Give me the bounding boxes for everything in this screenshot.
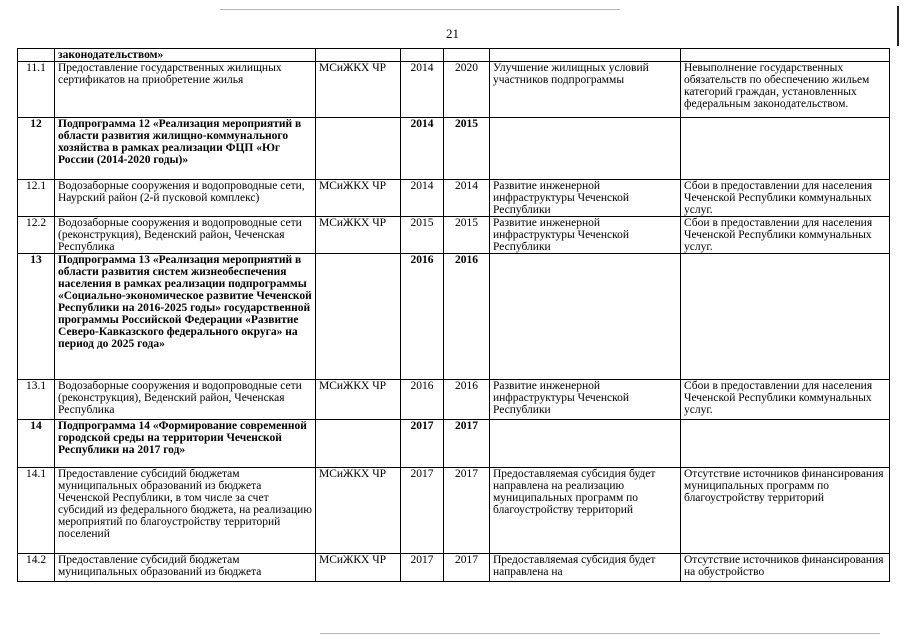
start-year-cell [401,49,444,62]
executor-cell: МСиЖКХ ЧР [316,62,401,118]
start-year-cell: 2016 [401,254,444,380]
table-row [18,62,890,118]
expected-result-cell [490,118,681,180]
scan-noise-bottom [320,633,880,634]
executor-cell [316,118,401,180]
page-number: 21 [446,26,459,41]
executor-cell [316,254,401,380]
row-number-cell: 14.1 [18,468,55,554]
event-name-cell: Предоставление субсидий бюджетам муниципальных образований из бюджета [55,554,316,582]
start-year-cell: 2017 [401,468,444,554]
executor-cell [316,49,401,62]
event-name-cell: законодательством» [55,49,316,62]
executor-cell [316,420,401,468]
event-name-cell: Водозаборные сооружения и водопроводные сети (реконструкция), Веденский район, Чеченская Республика [55,217,316,254]
executor-cell: МСиЖКХ ЧР [316,468,401,554]
end-year-cell: 2016 [444,380,490,420]
expected-result-cell: Предоставляемая субсидия будет направлена на реализацию муниципальных программ по благоустройству территорий [490,468,681,554]
consequence-cell [681,118,890,180]
event-name-cell: Водозаборные сооружения и водопроводные сети, Наурский район (2-й пусковой комплекс) [55,180,316,217]
end-year-cell: 2015 [444,217,490,254]
consequence-cell: Отсутствие источников финансирования муниципальных программ по благоустройству территорий [681,468,890,554]
executor-cell: МСиЖКХ ЧР [316,380,401,420]
consequence-cell: Сбои в предоставлении для населения Чеченской Республики коммунальных услуг. [681,180,890,217]
start-year-cell: 2014 [401,62,444,118]
consequence-cell: Сбои в предоставлении для населения Чеченской Республики коммунальных услуг. [681,380,890,420]
event-name-cell: Подпрограмма 13 «Реализация мероприятий в области развития систем жизнеобеспечения населения в рамках реализации подпрограммы «Социально-экономическое развитие Чеченской Республики на 2016-2025 годы» государственной программы Российской Федерации «Развитие Северо-Кавказского федерального округа» на период до 2025 года» [55,254,316,380]
consequence-cell [681,420,890,468]
event-name-cell: Подпрограмма 14 «Формирование современной городской среды на территории Чеченской Республики на 2017 год» [55,420,316,468]
end-year-cell: 2014 [444,180,490,217]
consequence-cell [681,254,890,380]
expected-result-cell: Предоставляемая субсидия будет направлена на [490,554,681,582]
end-year-cell: 2016 [444,254,490,380]
row-number-cell: 14 [18,420,55,468]
expected-result-cell: Развитие инженерной инфраструктуры Чеченской Республики [490,180,681,217]
table-row [18,217,890,254]
executor-cell: МСиЖКХ ЧР [316,554,401,582]
row-number-cell: 12.1 [18,180,55,217]
row-number-cell: 14.2 [18,554,55,582]
row-number-cell: 11.1 [18,62,55,118]
row-number-cell [18,49,55,62]
event-name-cell: Водозаборные сооружения и водопроводные сети (реконструкция), Веденский район, Чеченская Республика [55,380,316,420]
row-number-cell: 12.2 [18,217,55,254]
expected-result-cell: Улучшение жилищных условий участников подпрограммы [490,62,681,118]
row-number-cell: 12 [18,118,55,180]
event-name-cell: Подпрограмма 12 «Реализация мероприятий в области развития жилищно-коммунального хозяйства в рамках реализации ФЦП «Юг России (2014-2020 годы)» [55,118,316,180]
expected-result-cell [490,49,681,62]
end-year-cell: 2015 [444,118,490,180]
end-year-cell: 2017 [444,554,490,582]
table-row [18,180,890,217]
start-year-cell: 2017 [401,420,444,468]
start-year-cell: 2017 [401,554,444,582]
end-year-cell [444,49,490,62]
end-year-cell: 2020 [444,62,490,118]
table-row [18,49,890,62]
executor-cell: МСиЖКХ ЧР [316,180,401,217]
table-row [18,420,890,468]
consequence-cell: Сбои в предоставлении для населения Чеченской Республики коммунальных услуг. [681,217,890,254]
expected-result-cell [490,254,681,380]
program-table [17,48,890,582]
start-year-cell: 2015 [401,217,444,254]
start-year-cell: 2014 [401,180,444,217]
table-row [18,554,890,582]
row-number-cell: 13 [18,254,55,380]
event-name-cell: Предоставление государственных жилищных сертификатов на приобретение жилья [55,62,316,118]
start-year-cell: 2016 [401,380,444,420]
scan-noise-top [220,9,620,10]
event-name-cell: Предоставление субсидий бюджетам муниципальных образований из бюджета Чеченской Республики, в том числе за счет субсидий из федерального бюджета, на реализацию мероприятий по благоустройству территорий поселений [55,468,316,554]
start-year-cell: 2014 [401,118,444,180]
expected-result-cell [490,420,681,468]
executor-cell: МСиЖКХ ЧР [316,217,401,254]
end-year-cell: 2017 [444,468,490,554]
end-year-cell: 2017 [444,420,490,468]
table-row [18,118,890,180]
expected-result-cell: Развитие инженерной инфраструктуры Чеченской Республики [490,217,681,254]
table-row [18,254,890,380]
table-row [18,380,890,420]
row-number-cell: 13.1 [18,380,55,420]
expected-result-cell: Развитие инженерной инфраструктуры Чеченской Республики [490,380,681,420]
consequence-cell [681,49,890,62]
table-row [18,468,890,554]
consequence-cell: Отсутствие источников финансирования на обустройство [681,554,890,582]
consequence-cell: Невыполнение государственных обязательств по обеспечению жильем категорий граждан, установленных федеральным законодательством. [681,62,890,118]
